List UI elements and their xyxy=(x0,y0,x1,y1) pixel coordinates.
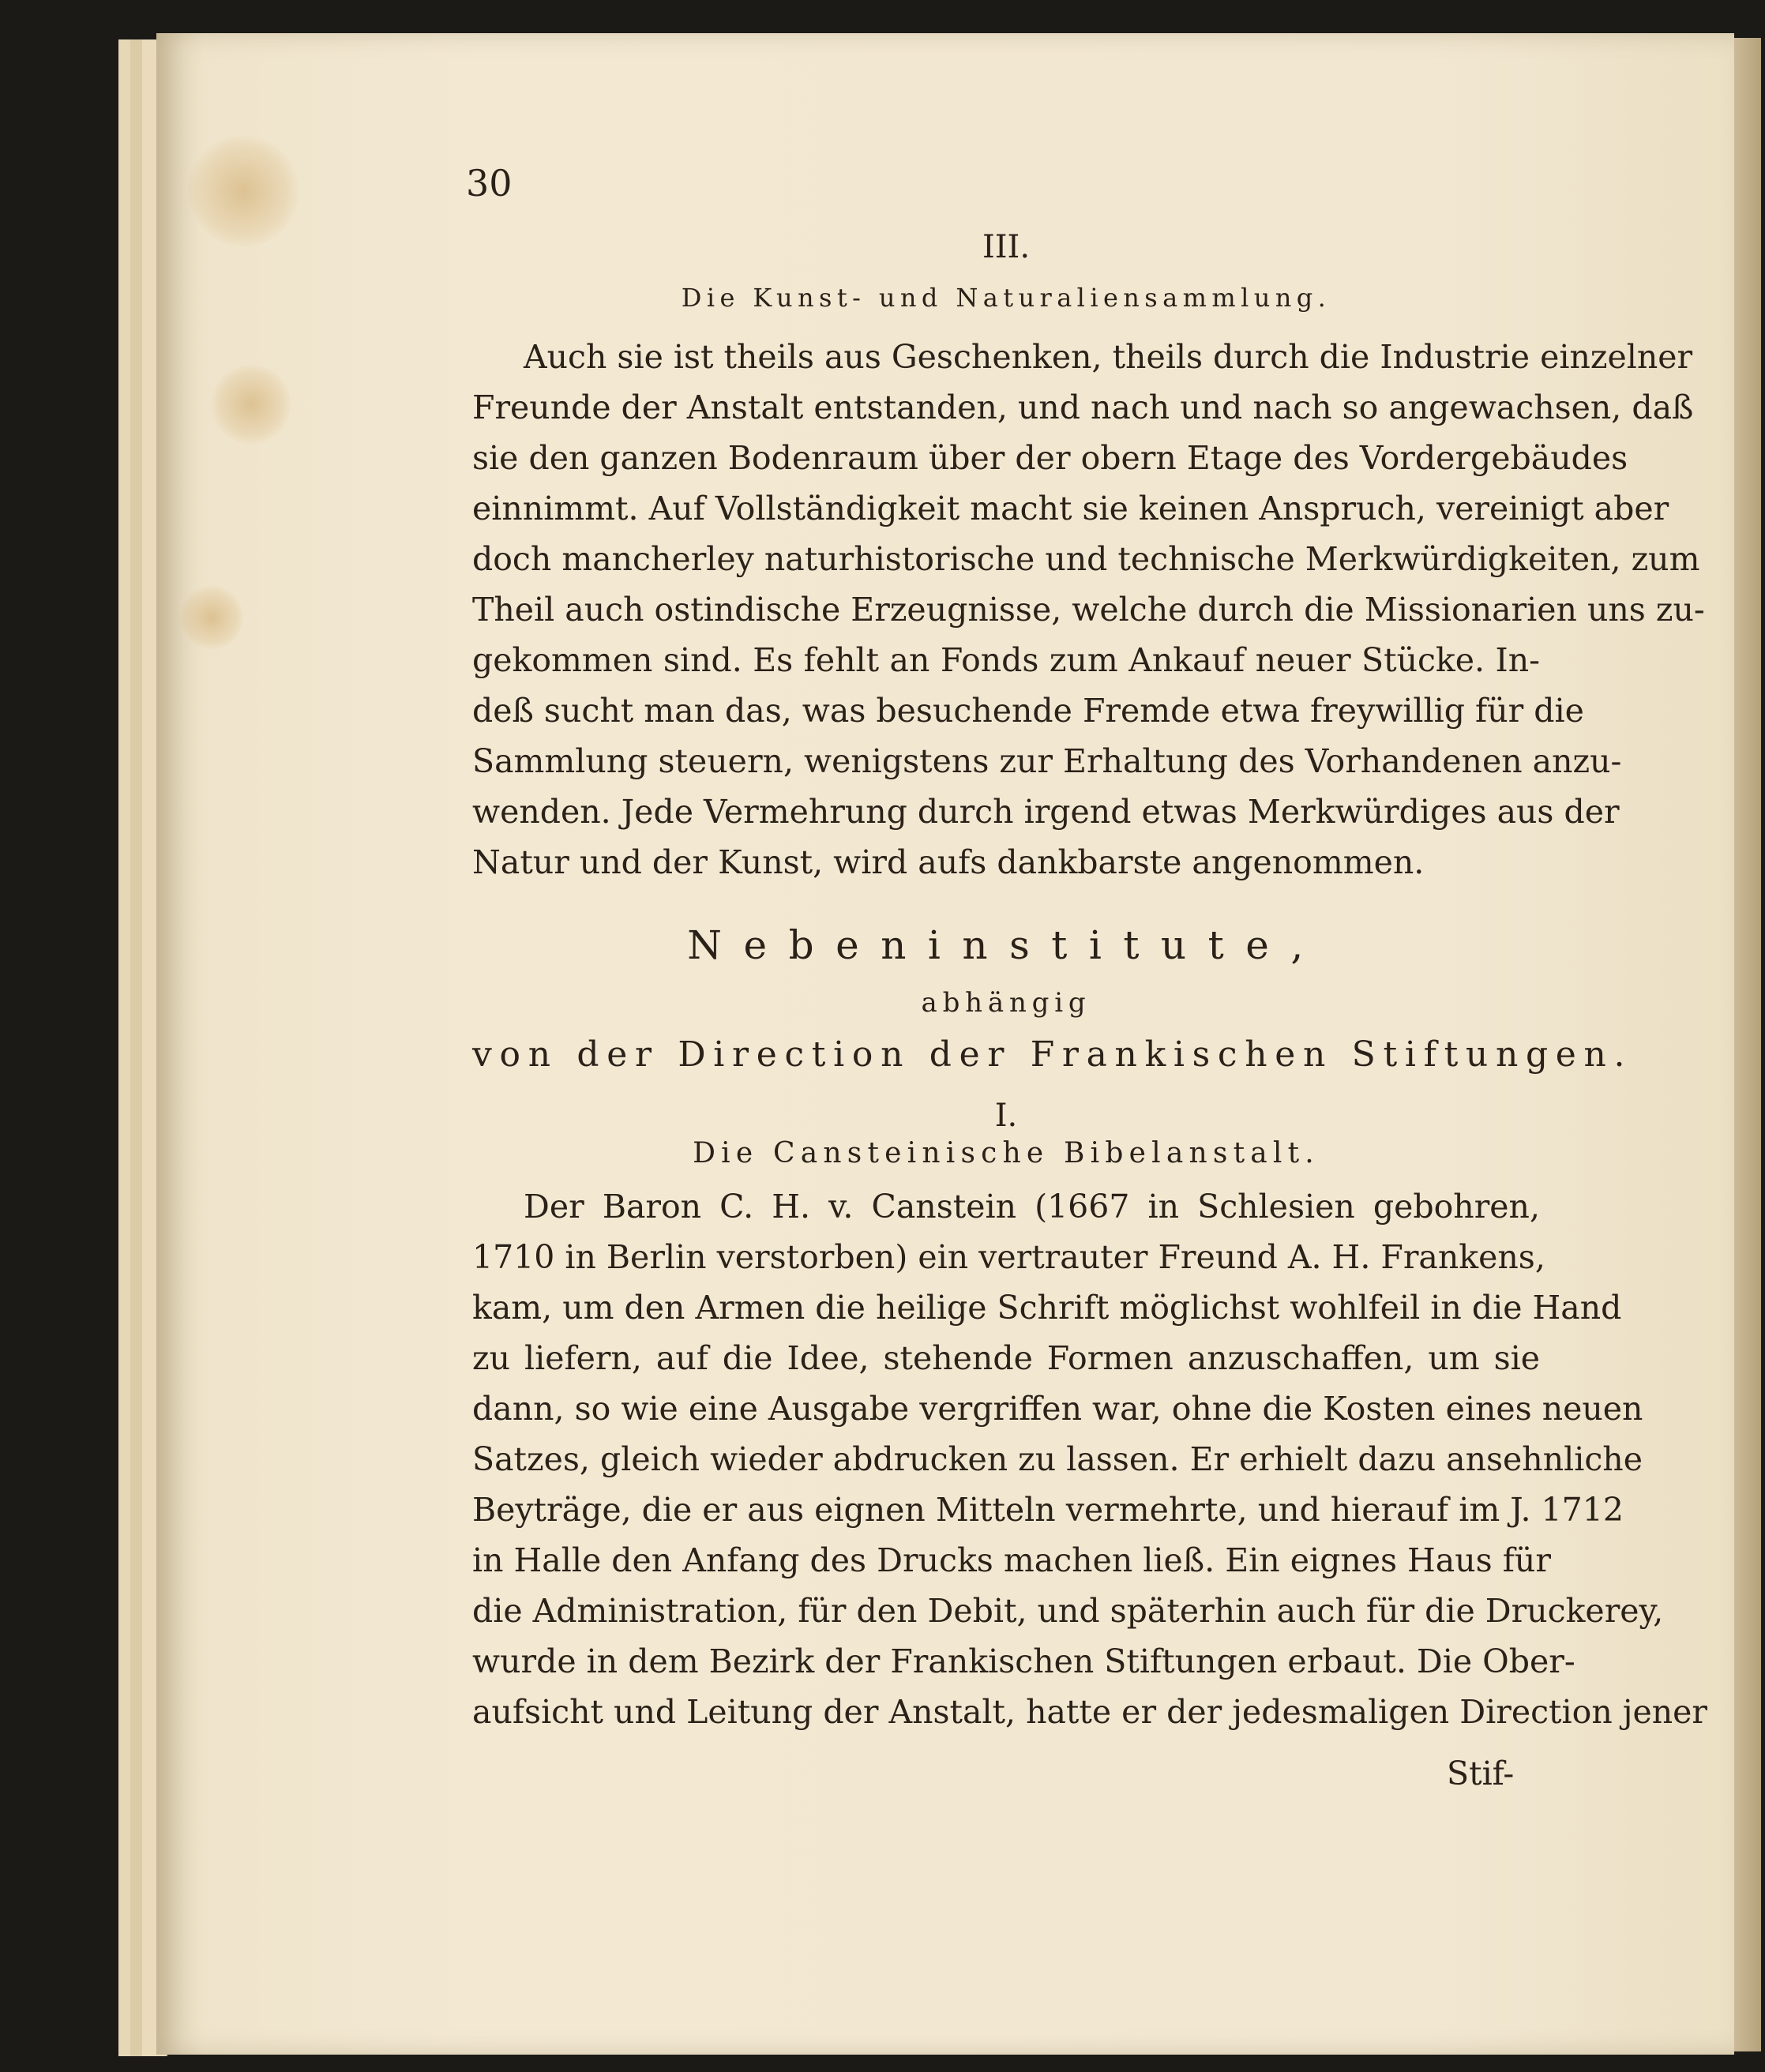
body-line: Natur und der Kunst, wird aufs dankbarste angenommen. xyxy=(472,843,1425,881)
subsection-numeral: I. xyxy=(994,1098,1018,1134)
body-line: einnimmt. Auf Vollständigkeit macht sie keinen Anspruch, vereinigt aber xyxy=(472,490,1669,527)
body-line: zu liefern, auf die Idee, stehende Formen anzuschaffen, um sie xyxy=(472,1339,1540,1377)
body-line: gekommen sind. Es fehlt an Fonds zum Ankauf neuer Stücke. In- xyxy=(472,641,1540,679)
body-line: aufsicht und Leitung der Anstalt, hatte er der jedesmaligen Direction jener xyxy=(472,1693,1708,1731)
foxing-stain xyxy=(188,136,299,246)
body-line: Beyträge, die er aus eignen Mitteln vermehrte, und hierauf im J. 1712 xyxy=(472,1491,1624,1529)
body-line: kam, um den Armen die heilige Schrift möglichst wohlfeil in die Hand xyxy=(472,1289,1622,1327)
section-title: Die Kunst- und Naturaliensammlung. xyxy=(681,283,1331,313)
body-line: Der Baron C. H. v. Canstein (1667 in Schlesien gebohren, xyxy=(524,1188,1540,1226)
section-numeral: III. xyxy=(982,229,1031,265)
catchword: Stif- xyxy=(1447,1755,1515,1792)
page-number: 30 xyxy=(466,162,513,205)
body-line: Sammlung steuern, wenigstens zur Erhaltung des Vorhandenen anzu- xyxy=(472,742,1622,780)
body-line: sie den ganzen Bodenraum über der obern Etage des Vordergebäudes xyxy=(472,439,1628,477)
foxing-stain xyxy=(212,365,291,444)
body-line: Auch sie ist theils aus Geschenken, theils durch die Industrie einzelner xyxy=(524,338,1693,376)
body-line: deß sucht man das, was besuchende Fremde etwa freywillig für die xyxy=(472,692,1584,730)
body-line: Satzes, gleich wieder abdrucken zu lassen. Er erhielt dazu ansehnliche xyxy=(472,1440,1643,1478)
chapter-subtitle: von der Direction der Frankischen Stiftungen. xyxy=(472,1034,1633,1075)
facing-page-edge xyxy=(1734,38,1761,2051)
body-line: Freunde der Anstalt entstanden, und nach und nach so angewachsen, daß xyxy=(472,388,1694,426)
body-line: dann, so wie eine Ausgabe vergriffen war, ohne die Kosten eines neuen xyxy=(472,1390,1643,1428)
foxing-stain xyxy=(180,586,243,649)
body-line: Theil auch ostindische Erzeugnisse, welche durch die Missionarien uns zu- xyxy=(472,591,1705,629)
body-line: wenden. Jede Vermehrung durch irgend etwas Merkwürdiges aus der xyxy=(472,793,1620,831)
body-line: die Administration, für den Debit, und späterhin auch für die Druckerey, xyxy=(472,1592,1664,1630)
chapter-subtitle: abhängig xyxy=(921,987,1091,1019)
body-line: wurde in dem Bezirk der Frankischen Stiftungen erbaut. Die Ober- xyxy=(472,1642,1575,1680)
subsection-title: Die Cansteinische Bibelanstalt. xyxy=(693,1137,1320,1169)
body-line: in Halle den Anfang des Drucks machen ließ. Ein eignes Haus für xyxy=(472,1541,1551,1579)
body-line: doch mancherley naturhistorische und technische Merkwürdigkeiten, zum xyxy=(472,540,1700,578)
chapter-title: Nebeninstitute, xyxy=(687,922,1325,968)
body-line: 1710 in Berlin verstorben) ein vertrauter Freund A. H. Frankens, xyxy=(472,1238,1545,1276)
